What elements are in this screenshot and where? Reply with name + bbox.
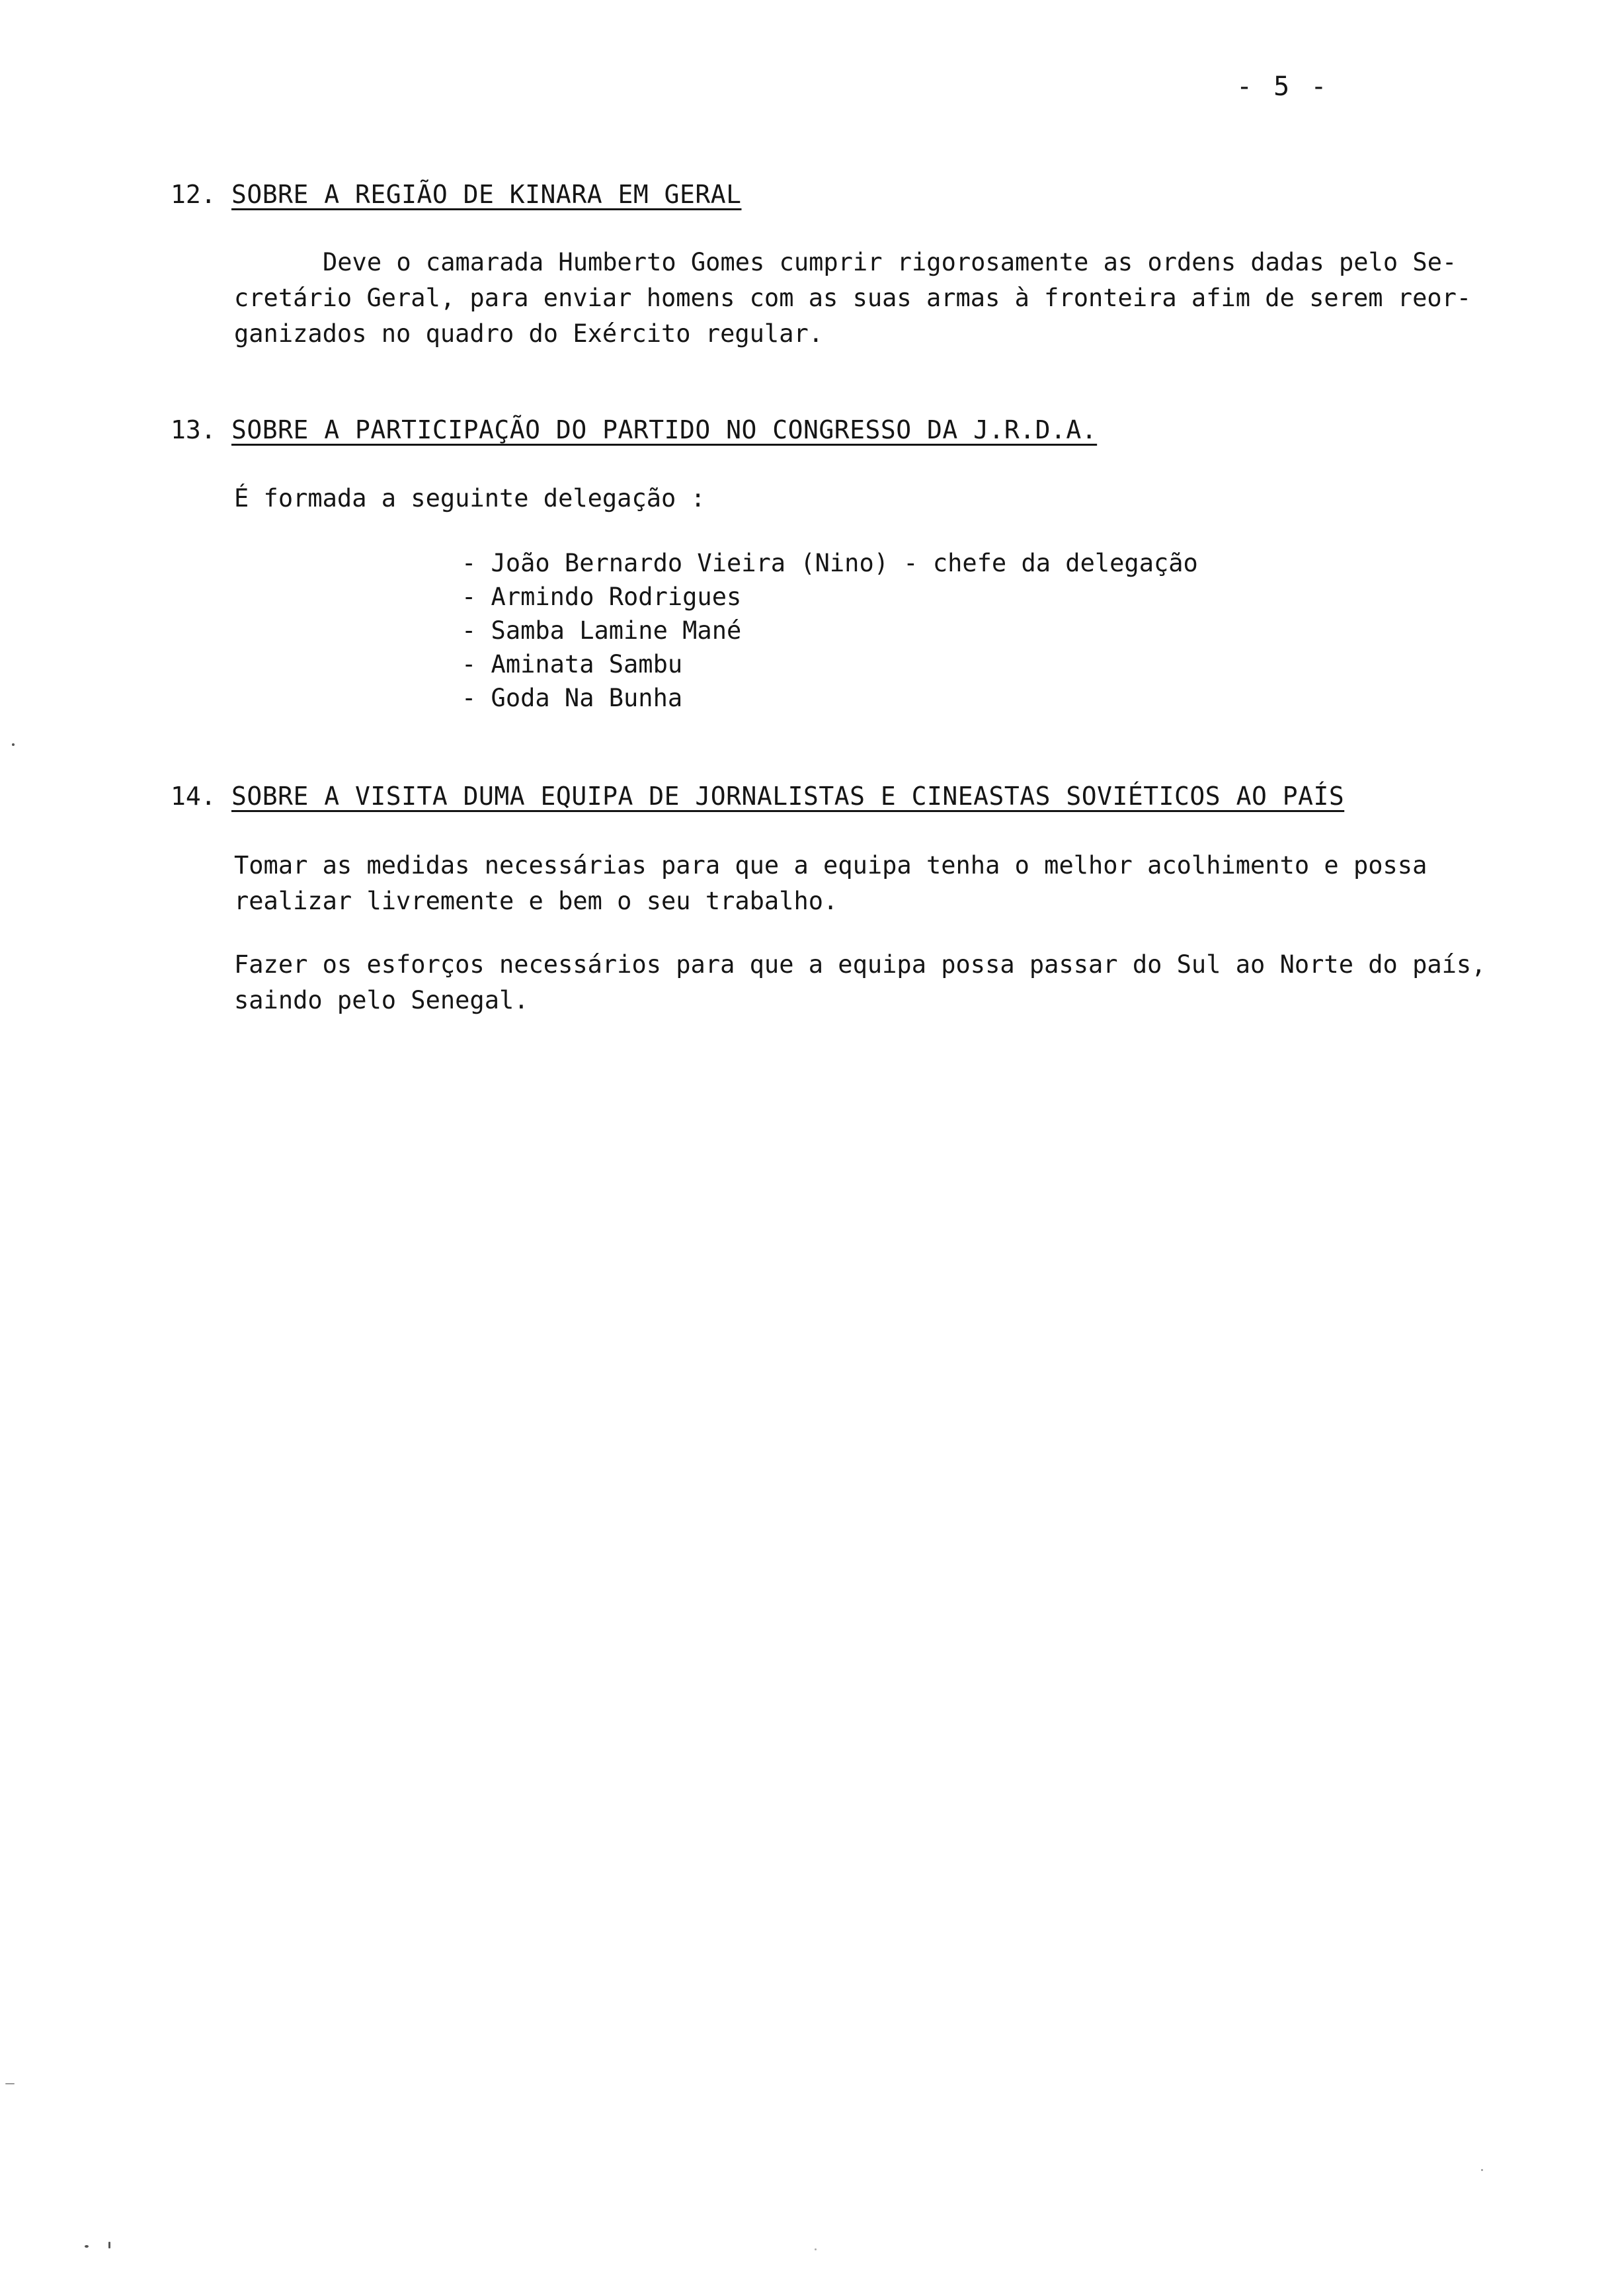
list-item: - Goda Na Bunha [462, 684, 683, 712]
section-heading [171, 782, 1344, 811]
section-title: SOBRE A PARTICIPAÇÃO DO PARTIDO NO CONGRESSO DA J.R.D.A. [231, 415, 1098, 444]
paragraph-line: realizar livremente e bem o seu trabalho. [234, 887, 838, 915]
list-item: - Samba Lamine Mané [462, 616, 742, 645]
paragraph [234, 848, 1543, 919]
section-title: SOBRE A VISITA DUMA EQUIPA DE JORNALISTAS E CINEASTAS SOVIÉTICOS AO PAÍS [231, 782, 1345, 811]
scan-speck [85, 2245, 89, 2248]
paragraph-line: cretário Geral, para enviar homens com as suas armas à fronteira afim de serem reor- [234, 284, 1472, 312]
section-number: 14. [171, 782, 216, 811]
paragraph-line: É formada a seguinte delegação : [234, 484, 705, 512]
list-item: - Aminata Sambu [462, 650, 683, 678]
delegation-list [462, 546, 1198, 715]
page-number: - 5 - [1236, 71, 1330, 102]
section-heading [171, 180, 741, 209]
list-item: - João Bernardo Vieira (Nino) - chefe da delegação [462, 549, 1198, 577]
section-number: 12. [171, 180, 216, 209]
scan-speck [12, 743, 15, 746]
paragraph-line: Deve o camarada Humberto Gomes cumprir rigorosamente as ordens dadas pelo Se- [323, 248, 1457, 276]
section-heading [171, 415, 1097, 444]
scan-speck [108, 2242, 110, 2248]
paragraph-line: Tomar as medidas necessárias para que a equipa tenha o melhor acolhimento e possa [234, 851, 1427, 880]
section-number: 13. [171, 415, 216, 444]
scan-speck [5, 2083, 15, 2084]
delegation-intro [234, 481, 1543, 516]
section-title: SOBRE A REGIÃO DE KINARA EM GERAL [231, 180, 742, 209]
paragraph-line: ganizados no quadro do Exército regular. [234, 319, 824, 348]
scan-speck [815, 2248, 817, 2250]
paragraph-line: Fazer os esforços necessários para que a equipa possa passar do Sul ao Norte do país, [234, 950, 1486, 979]
paragraph [234, 245, 1543, 352]
scan-speck [1481, 2169, 1483, 2171]
paragraph-line: saindo pelo Senegal. [234, 986, 529, 1014]
list-item: - Armindo Rodrigues [462, 583, 742, 611]
paragraph [234, 947, 1543, 1018]
